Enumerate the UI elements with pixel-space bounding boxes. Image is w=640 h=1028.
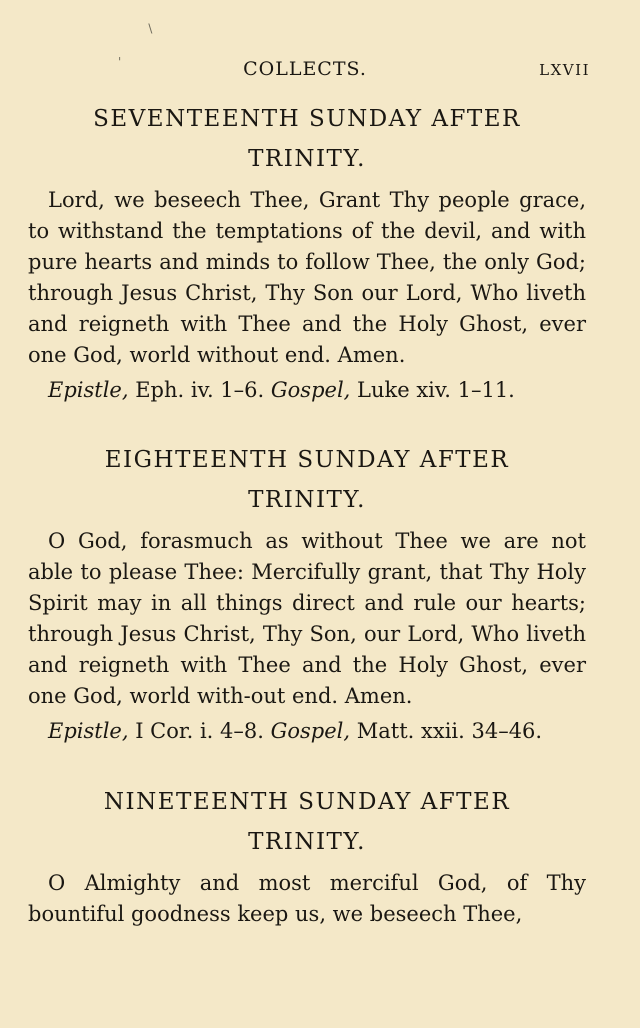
gospel-reference: Matt. xxii. 34–46. [350,719,543,743]
page-number: LXVII [539,61,590,79]
section-heading-subtitle: TRINITY. [248,487,366,513]
running-title: COLLECTS. [243,58,367,80]
section-heading: SEVENTEENTH SUNDAY AFTER [93,106,521,132]
collect-section-nineteenth [28,782,586,930]
collect-text: O Almighty and most merciful God, of Thy bountiful goodness keep us, we beseech Thee, [28,871,586,926]
collect-section-seventeenth [28,99,586,406]
print-mark: ∖ [146,22,154,36]
section-heading: EIGHTEENTH SUNDAY AFTER [104,447,510,473]
gospel-label: Gospel, [270,378,351,402]
epistle-reference: Eph. iv. 1–6. [128,378,271,402]
scripture-references [28,375,586,406]
collect-text: O God, forasmuch as without Thee we are not able to please Thee: Mercifully grant, that Thy Holy Spirit may in all things direct and rule our hearts; through Jesus Christ, Thy Son, our Lord, Who liveth and reigneth with Thee and the Holy Ghost, ever one God, world with-out end. Amen. [28,529,586,708]
gospel-reference: Luke xiv. 1–11. [350,378,515,402]
print-mark: ' [118,55,122,69]
epistle-label: Epistle, [48,719,129,743]
gospel-label: Gospel, [270,719,351,743]
section-heading-subtitle: TRINITY. [248,146,366,172]
collect-text: Lord, we beseech Thee, Grant Thy people grace, to withstand the temptations of the devil, and with pure hearts and minds to follow Thee, the only God; through Jesus Christ, Thy Son our Lord, Who liveth and reigneth with Thee and the Holy Ghost, ever one God, world without end. Amen. [28,188,586,367]
epistle-label: Epistle, [48,378,129,402]
epistle-reference: I Cor. i. 4–8. [128,719,271,743]
section-heading-subtitle: TRINITY. [248,829,366,855]
collect-section-eighteenth [28,440,586,747]
section-heading: NINETEENTH SUNDAY AFTER [103,789,511,815]
scripture-references [28,716,586,747]
running-head [0,58,640,86]
